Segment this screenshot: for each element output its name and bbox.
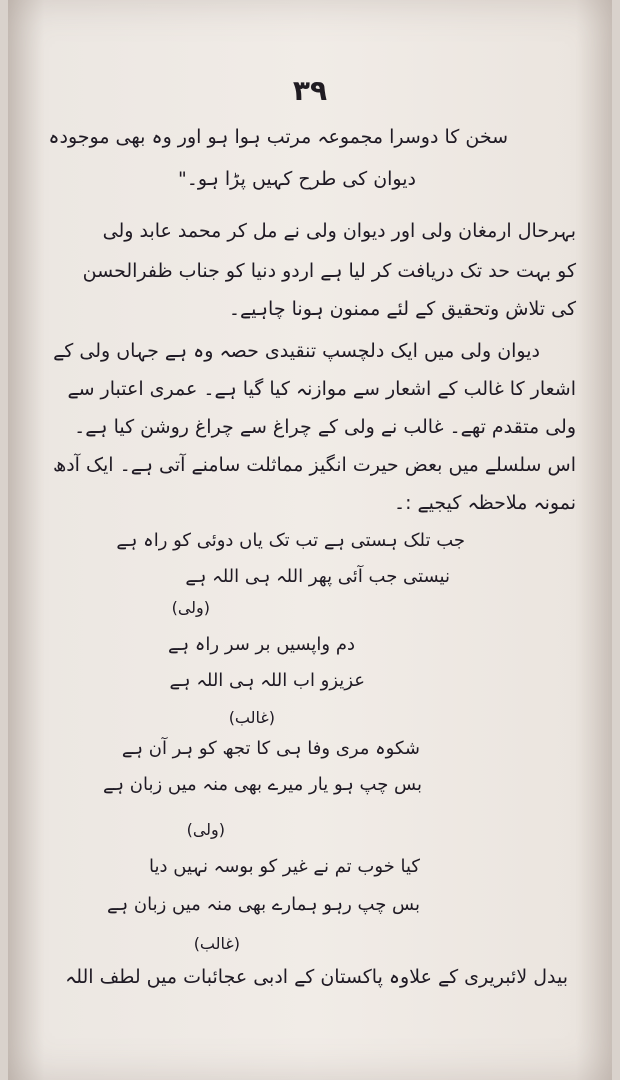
prose-line: اس سلسلے میں بعض حیرت انگیز مماثلت سامنے آتی ہے۔ ایک آدھ [52, 454, 576, 476]
poet-attribution: (غالب) [193, 934, 240, 953]
couplet-4-line-2: بس چپ رہو ہمارے بھی منہ میں زبان ہے [107, 894, 420, 915]
couplet-2-line-1: دم واپسیں بر سر راہ ہے [168, 634, 355, 655]
closing-line: بیدل لائبریری کے علاوہ پاکستان کے ادبی عجائبات میں لطف اللہ [65, 966, 568, 988]
prose-line: نمونہ ملاحظہ کیجیے :۔ [393, 492, 576, 514]
prose-line: اشعار کا غالب کے اشعار سے موازنہ کیا گیا ہے۔ عمری اعتبار سے [67, 378, 576, 400]
page-number: ۳۹ [292, 74, 328, 107]
couplet-1-line-2: نیستی جب آئی پھر اللہ ہی اللہ ہے [185, 566, 450, 587]
prose-line: کی تلاش وتحقیق کے لئے ممنون ہونا چاہیے۔ [228, 298, 576, 320]
prose-line: دیوان کی طرح کہیں پڑا ہو۔" [178, 168, 416, 190]
poet-attribution: (ولی) [186, 820, 225, 839]
prose-line: کو بہت حد تک دریافت کر لیا ہے اردو دنیا کو جناب ظفرالحسن [82, 260, 576, 282]
couplet-2-line-2: عزیزو اب اللہ ہی اللہ ہے [169, 670, 365, 691]
couplet-1-line-1: جب تلک ہستی ہے تب تک یاں دوئی کو راہ ہے [116, 530, 465, 551]
poet-attribution: (غالب) [228, 708, 275, 727]
prose-line: ولی متقدم تھے۔ غالب نے ولی کے چراغ سے چراغ روشن کیا ہے۔ [74, 416, 576, 438]
prose-line: سخن کا دوسرا مجموعہ مرتب ہوا ہو اور وہ بھی موجودہ [48, 126, 508, 148]
prose-line: بہرحال ارمغان ولی اور دیوان ولی نے مل کر محمد عابد ولی [102, 220, 576, 242]
prose-line: دیوان ولی میں ایک دلچسپ تنقیدی حصہ وہ ہے جہاں ولی کے [53, 340, 540, 362]
couplet-3-line-2: بس چپ ہو یار میرے بھی منہ میں زبان ہے [102, 774, 422, 795]
couplet-4-line-1: کیا خوب تم نے غیر کو بوسہ نہیں دیا [149, 856, 420, 877]
couplet-3-line-1: شکوہ مری وفا ہی کا تجھ کو ہر آن ہے [121, 738, 420, 759]
poet-attribution: (ولی) [171, 598, 210, 617]
